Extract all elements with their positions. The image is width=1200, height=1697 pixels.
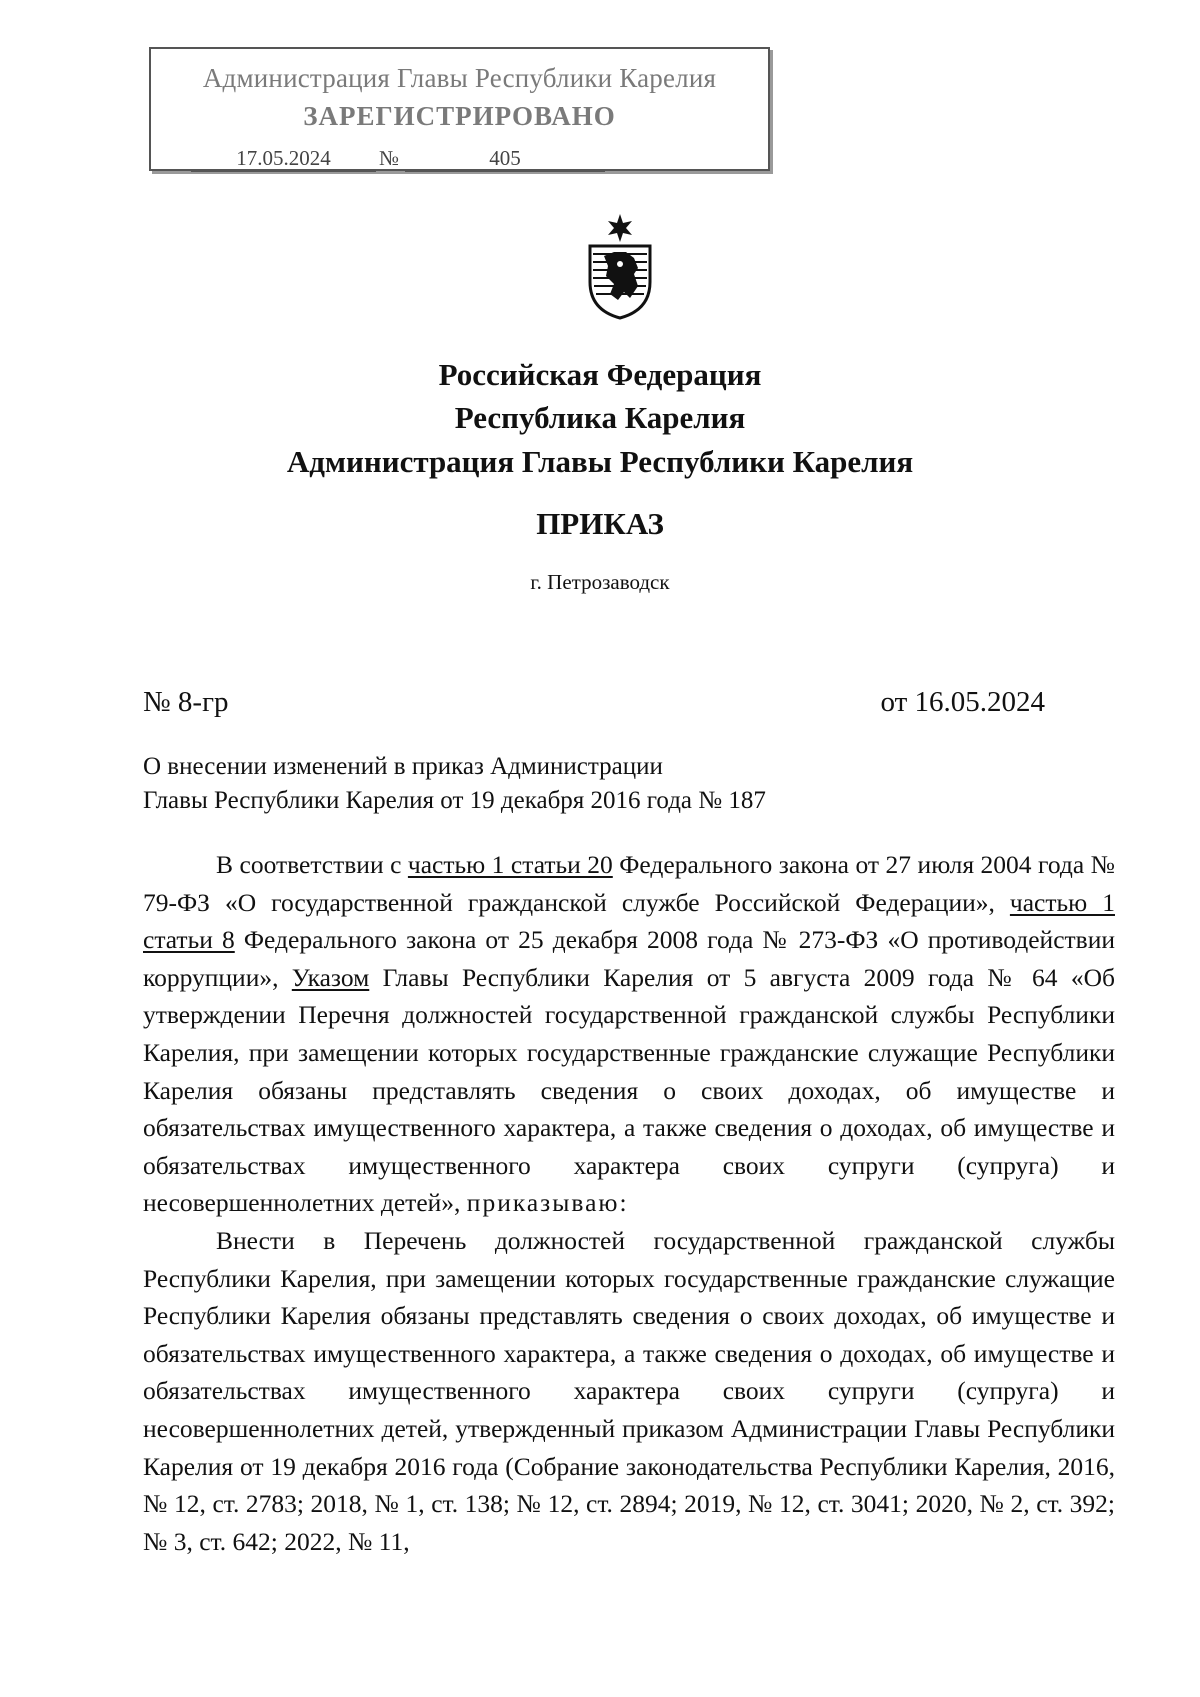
order-subject (143, 750, 766, 818)
order-body (143, 846, 1115, 1560)
header-republic: Республика Карелия (454, 400, 746, 435)
subject-line: Главы Республики Карелия от 19 декабря 2016 года № 187 (143, 787, 766, 814)
header-administration: Администрация Главы Республики Карелия (286, 444, 914, 479)
law-reference-link[interactable]: частью 1 статьи 20 (407, 850, 613, 879)
document-type: ПРИКАЗ (536, 506, 664, 541)
karelia-coat-of-arms-icon (580, 212, 660, 322)
subject-line: О внесении изменений в приказ Администрации (143, 753, 663, 780)
registration-stamp (149, 47, 770, 171)
decree-reference-link[interactable]: Указом (291, 962, 370, 992)
paragraph-text: Федерального закона от 25 декабря 2008 года № 273-ФЗ «О противодействии коррупции», (143, 925, 1115, 992)
order-verb: приказываю: (466, 1188, 629, 1218)
city: г. Петрозаводск (530, 570, 670, 594)
paragraph-text: В соответствии с (216, 850, 408, 879)
order-number: № 8-гр (143, 686, 229, 718)
stamp-number-sign: № (379, 146, 400, 170)
paragraph-text: Федерального закона от 27 июля 2004 года № 79-ФЗ «О государственной гражданской службе Российской Федерации», (143, 850, 1115, 917)
operative-paragraph: Внести в Перечень должностей государственной гражданской службы Республики Карелия, при замещении которых государственные гражданские служащие Республики Карелия обязаны представлять сведения о своих доходах, об имуществе и обязательствах имущественного характера, а также сведения о доходах, об имуществе и обязательствах имущественного характера своих супруги (супруга) и несовершеннолетних детей, утвержденный приказом Администрации Главы Республики Карелия от 19 декабря 2016 года (Собрание законодательства Республики Карелия, 2016, № 12, ст. 2783; 2018, № 1, ст. 138; № 12, ст. 2894; 2019, № 12, ст. 3041; 2020, № 2, ст. 392; № 3, ст. 642; 2022, № 11, (143, 1225, 1115, 1556)
stamp-status: ЗАРЕГИСТРИРОВАНО (303, 101, 616, 131)
law-reference-link[interactable]: частью 1 статьи 8 (143, 887, 1115, 955)
stamp-number: 405 (405, 145, 605, 172)
paragraph-text: Главы Республики Карелия от 5 августа 2009 года № 64 «Об утверждении Перечня должностей государственной гражданской службы Республики Карелия, при замещении которых государственные гражданские служащие Республики Карелия обязаны представлять сведения о своих доходах, об имуществе и обязательствах имущественного характера, а также сведения о доходах, об имуществе и обязательствах имущественного характера своих супруги (супруга) и несовершеннолетних детей», (143, 962, 1115, 1218)
order-date: от 16.05.2024 (880, 686, 1045, 718)
header-country: Российская Федерация (438, 357, 762, 392)
stamp-date: 17.05.2024 (191, 145, 376, 172)
preamble-paragraph (143, 846, 1115, 1222)
stamp-organization: Администрация Главы Республики Карелия (202, 63, 717, 93)
